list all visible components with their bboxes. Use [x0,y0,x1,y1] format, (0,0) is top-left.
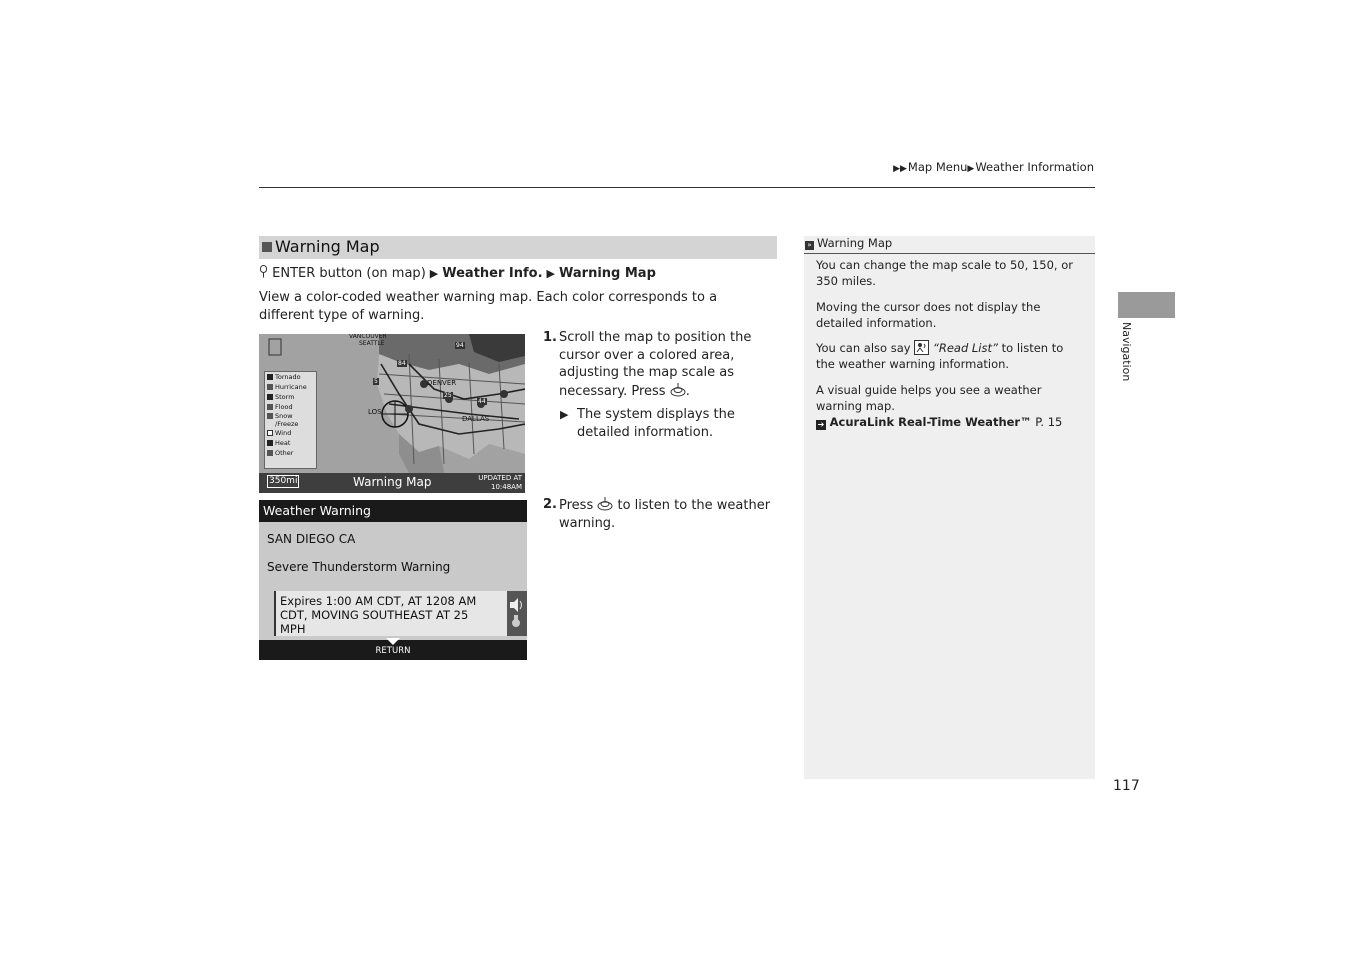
note-text: You can change the map scale to 50, 150, or 350 miles. [816,258,1073,288]
sidebar-header [804,236,1095,254]
highway-shield-icon: 84 [398,360,406,367]
crossref-link[interactable]: ➔ AcuraLink Real-Time Weather™ P. 15 [817,415,1063,429]
legend-item: Flood [265,402,316,412]
interface-dial-icon [597,498,613,513]
triangle-right-icon: ▶ [967,164,975,174]
page-number: 117 [1113,778,1140,794]
legend-item: Other [265,448,316,458]
section-title: Warning Map [275,237,380,256]
map-label-denver: DENVER [427,379,457,387]
triangle-right-icon: ▶ [429,267,439,280]
talk-button-icon [914,341,929,355]
square-bullet-icon [262,242,272,252]
step-1-result [560,406,780,442]
triangle-right-icon: ▶ [560,408,569,421]
legend-item: Tornado [265,372,316,382]
map-label-seattle: SEATTLE [359,340,385,347]
legend-item: Snow [265,412,316,420]
step-1: 1. Scroll the map to position the cursor over a colored area, adjusting the map scale as necessary. Press . [543,330,752,399]
breadcrumb-item-weather-info[interactable]: Weather Information [975,160,1094,174]
triangle-right-icon: ▶ [546,267,556,280]
section-heading [259,236,777,259]
step-number: 1. [543,330,557,345]
note-text: A visual guide helps you see a weather warning map. [816,383,1042,413]
header-rule [259,187,1095,188]
result-text: The system displays the detailed information. [577,407,735,440]
speaker-icon [507,591,527,636]
highway-shield-icon: 5 [374,378,378,385]
return-label: RETURN [375,646,411,656]
path-weather-info: Weather Info. [442,266,543,281]
map-status-bar [259,473,525,493]
breadcrumb-item-map-menu[interactable]: Map Menu [907,160,968,174]
crossref-arrow-icon: ➔ [817,420,825,429]
warning-side-controls [507,591,527,636]
voice-note: You can also say “Read List” to listen to the weather warning information. [816,341,1064,371]
breadcrumb [893,160,1094,174]
highway-shield-icon: 44 [478,398,486,405]
enter-button-icon [259,266,272,281]
sidebar-title: Warning Map [817,236,893,250]
interface-dial-icon [670,384,686,399]
path-warning-map: Warning Map [559,266,656,281]
highway-shield-icon: 25 [444,392,452,399]
down-arrow-icon [386,638,400,645]
warning-screen-title: Weather Warning [259,500,527,522]
map-title: Warning Map [353,475,432,489]
map-label-los: LOS [368,408,382,416]
note-icon: » [805,241,814,250]
warning-detail-box [274,591,508,636]
map-updated: UPDATED AT 10:48AM [478,474,522,491]
warning-detail-line: CDT, MOVING SOUTHEAST AT 25 [280,608,469,622]
warning-detail-line: Expires 1:00 AM CDT, AT 1208 AM [280,594,477,608]
weather-warning-screenshot [259,500,527,660]
map-legend [264,371,317,469]
step-2: 2. Press to listen to the weather warning. [543,497,771,531]
sidebar-notes [804,236,1095,779]
map-scale: 350mi [269,476,298,486]
chapter-tab[interactable] [1118,292,1175,318]
legend-item: Storm [265,392,316,402]
legend-item: Hurricane [265,382,316,392]
step-number: 2. [543,497,557,512]
menu-path [259,265,656,281]
legend-item: /Freeze [275,420,299,428]
chapter-tab-label: Navigation [1120,322,1133,382]
enter-label: ENTER button (on map) [272,266,426,281]
step-text: Scroll the map to position the cursor over a colored area, adjusting the map scale as necessary. Press [559,330,752,399]
return-bar[interactable] [259,640,527,660]
map-label-dallas: DALLAS [462,415,490,423]
map-label-vancouver: VANCOUVER [349,334,387,340]
warning-detail-line: MPH [280,622,306,636]
note-text: Moving the cursor does not display the detailed information. [816,300,1041,330]
legend-item: Heat [265,438,316,448]
warning-city: SAN DIEGO CA [267,532,356,546]
intro-text: View a color-coded weather warning map. Each color corresponds to a different type of warning. [259,290,718,323]
legend-item: Wind [265,428,316,438]
warning-type: Severe Thunderstorm Warning [267,560,451,574]
highway-shield-icon: 94 [456,342,464,349]
warning-map-screenshot [259,334,525,493]
triangle-right-icon: ▶▶ [893,164,907,174]
